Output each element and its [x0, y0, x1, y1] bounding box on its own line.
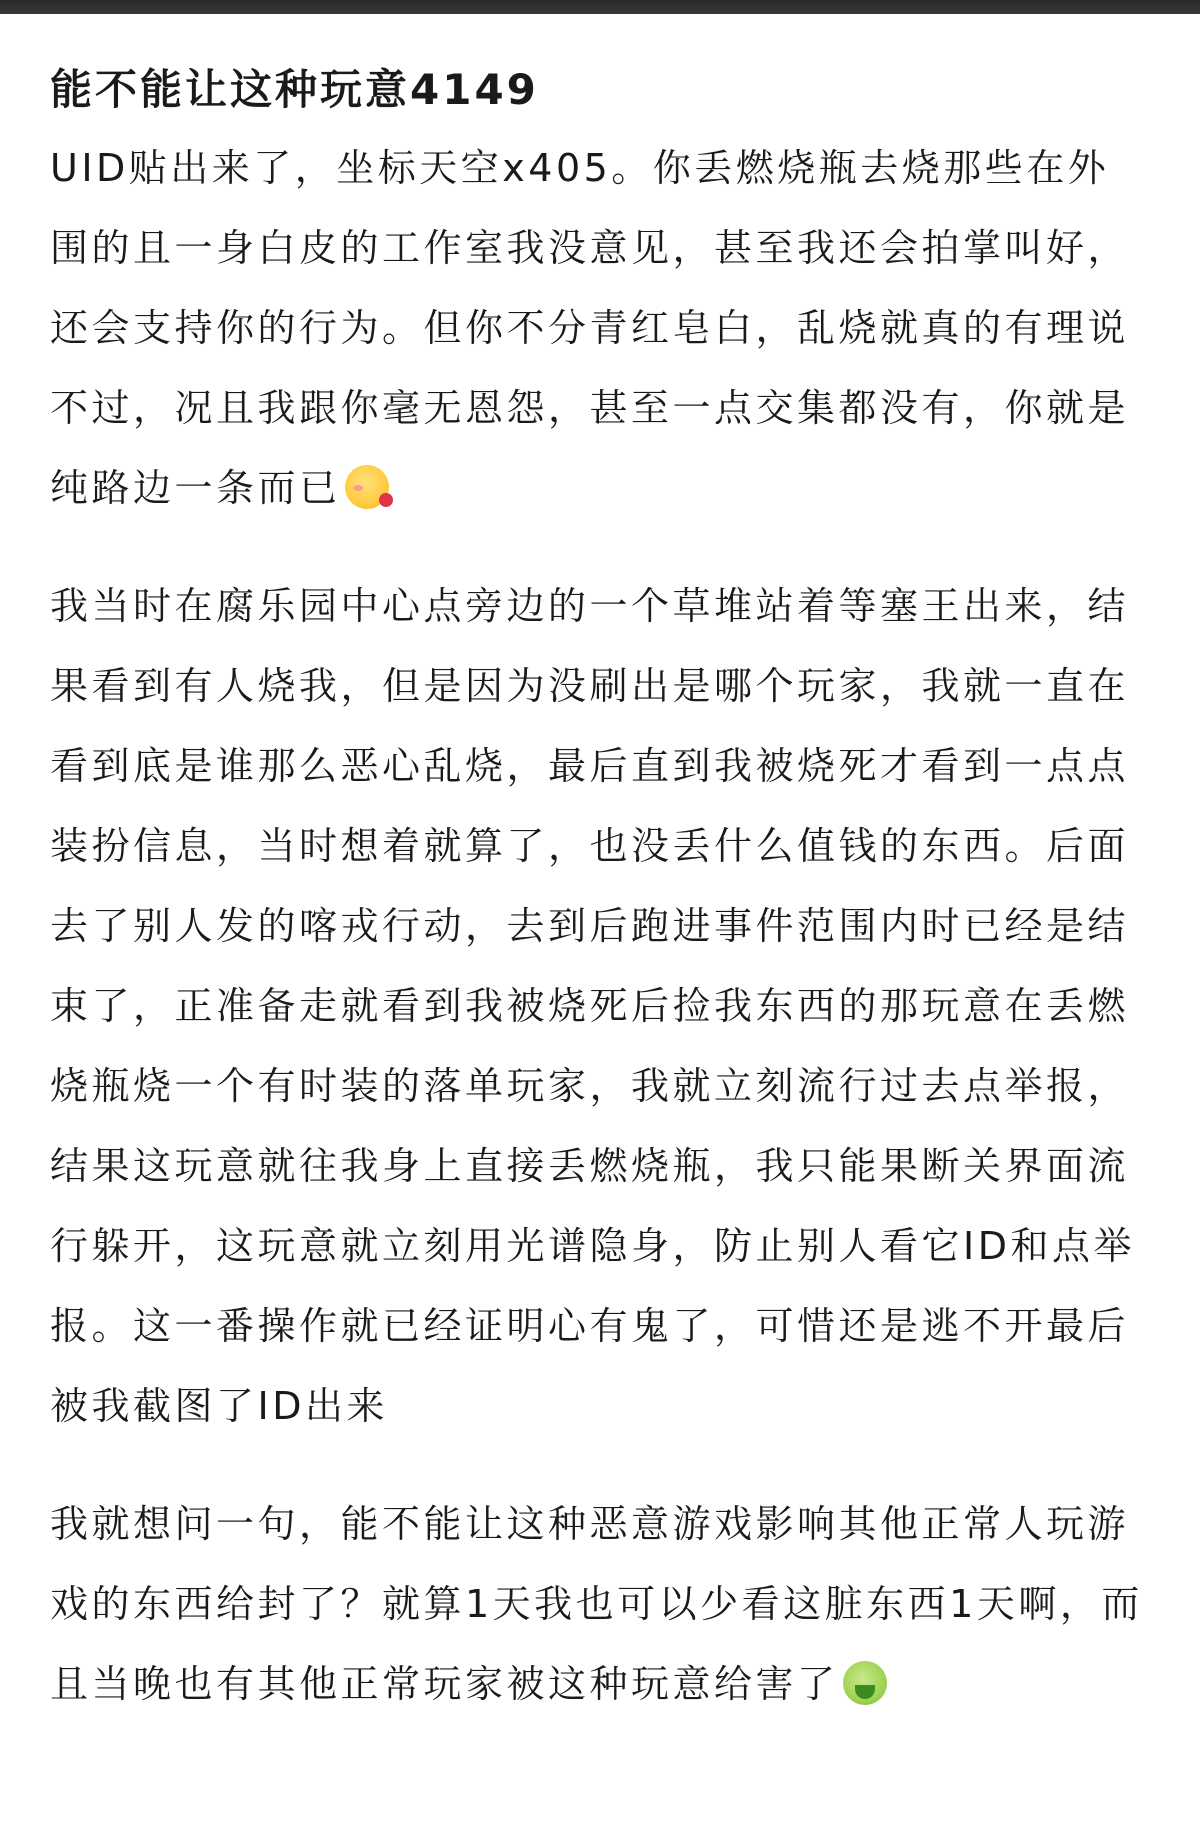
- nauseated-face-icon: [843, 1661, 887, 1705]
- paragraph-text: 我当时在腐乐园中心点旁边的一个草堆站着等塞王出来，结果看到有人烧我，但是因为没刷出是哪个玩家，我就一直在看到底是谁那么恶心乱烧，最后直到我被烧死才看到一点点装扮信息，当时想着就算了，也没丢什么值钱的东西。后面去了别人发的喀戎行动，去到后跑进事件范围内时已经是结束了，正准备走就看到我被烧死后捡我东西的那玩意在丢燃烧瓶烧一个有时装的落单玩家，我就立刻流行过去点举报，结果这玩意就往我身上直接丢燃烧瓶，我只能果断关界面流行躲开，这玩意就立刻用光谱隐身，防止别人看它ID和点举报。这一番操作就已经证明心有鬼了，可惜还是逃不开最后被我截图了ID出来: [50, 584, 1135, 1428]
- post-paragraph-1: [50, 128, 1150, 528]
- post-paragraph-3: [50, 1484, 1150, 1724]
- post-paragraph-2: [50, 566, 1150, 1446]
- shy-face-with-rose-icon: [345, 465, 389, 509]
- paragraph-text: UID贴出来了，坐标天空x405。你丢燃烧瓶去烧那些在外围的且一身白皮的工作室我没意见，甚至我还会拍掌叫好，还会支持你的行为。但你不分青红皂白，乱烧就真的有理说不过，况且我跟你毫无恩怨，甚至一点交集都没有，你就是纯路边一条而已: [50, 146, 1130, 510]
- post-title: 能不能让这种玩意4149: [50, 65, 539, 114]
- post-body: [50, 56, 1150, 1762]
- top-status-bar: [0, 0, 1200, 14]
- paragraph-text: 我就想问一句，能不能让这种恶意游戏影响其他正常人玩游戏的东西给封了？就算1天我也可以少看这脏东西1天啊，而且当晚也有其他正常玩家被这种玩意给害了: [50, 1502, 1143, 1706]
